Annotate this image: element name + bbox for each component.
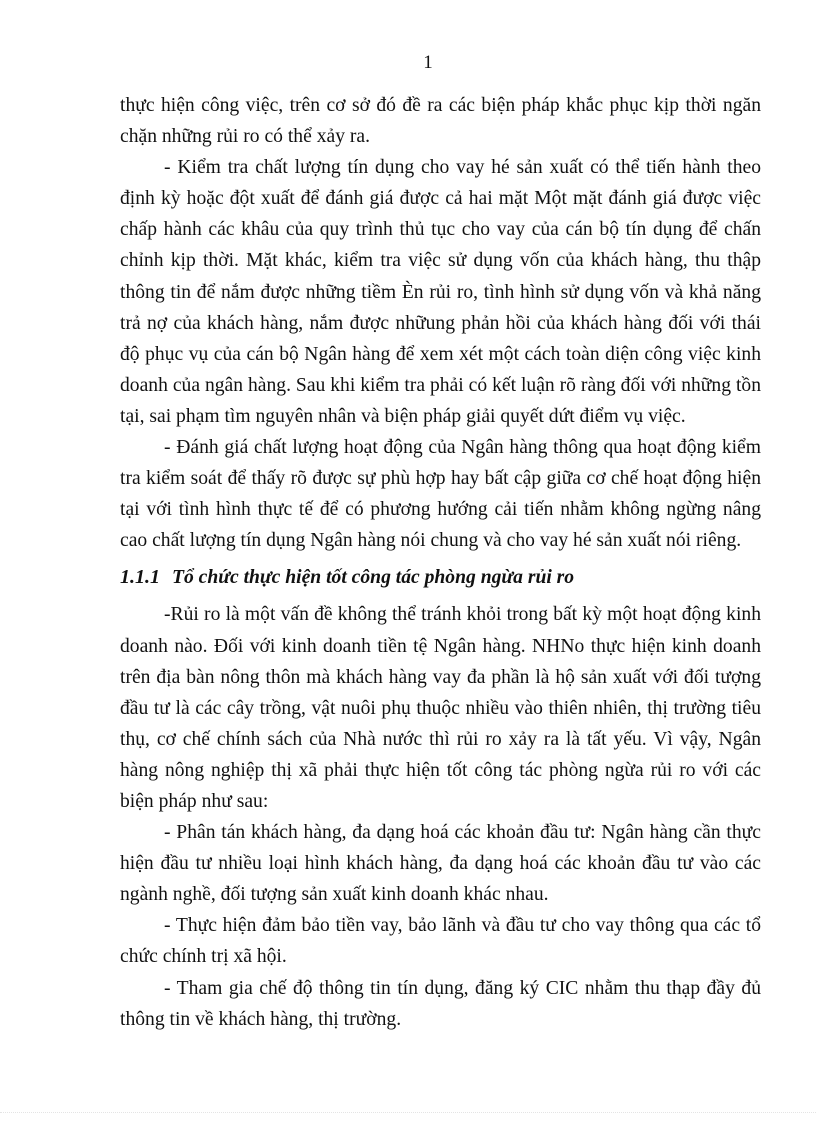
paragraph-risk-intro: -Rủi ro là một vấn đề không thể tránh khỏi trong bất kỳ một hoạt động kinh doanh nào. Đối với kinh doanh tiền tệ Ngân hàng. NHNo thực hiện kinh doanh trên địa bàn nông thôn mà khách hàng vay đa phần là hộ sản xuất với đối tượng đầu tư là các cây trồng, vật nuôi phụ thuộc nhiều vào thiên nhiên, thị trường tiêu thụ, cơ chế chính sách của Nhà nước thì rủi ro xảy ra là tất yếu. Vì vậy, Ngân hàng nông nghiệp thị xã phải thực hiện tốt công tác phòng ngừa rủi ro với các biện pháp như sau: xyxy=(120,604,761,812)
section-heading xyxy=(120,556,761,599)
paragraph-loan-guarantee: - Thực hiện đảm bảo tiền vay, bảo lãnh và đầu tư cho vay thông qua các tổ chức chính trị xã hội. xyxy=(120,915,761,968)
page-bottom-rule xyxy=(0,1112,816,1113)
section-number: 1.1.1 xyxy=(120,566,160,589)
body-text xyxy=(120,90,761,1035)
paragraph-credit-information: - Tham gia chế độ thông tin tín dụng, đăng ký CIC nhằm thu thạp đầy đủ thông tin về khách hàng, thị trường. xyxy=(120,977,761,1030)
paragraph-continuation: thực hiện công việc, trên cơ sở đó đề ra các biện pháp khắc phục kịp thời ngăn chặn những rủi ro có thể xảy ra. xyxy=(120,95,761,148)
paragraph-diversify-customers: - Phân tán khách hàng, đa dạng hoá các khoản đầu tư: Ngân hàng cần thực hiện đầu tư nhiều loại hình khách hàng, đa dạng hoá các khoản đầu tư vào các ngành nghề, đối tượng sản xuất kinh doanh khác nhau. xyxy=(120,822,761,906)
paragraph-quality-evaluation: - Đánh giá chất lượng hoạt động của Ngân hàng thông qua hoạt động kiểm tra kiểm soát để thấy rõ được sự phù hợp hay bất cập giữa cơ chế hoạt động hiện tại với tình hình thực tế để có phương hướng cải tiến nhằm không ngừng nâng cao chất lượng tín dụng Ngân hàng nói chung và cho vay hé sản xuất nói riêng. xyxy=(120,437,761,552)
section-title: Tổ chức thực hiện tốt công tác phòng ngừa rủi ro xyxy=(172,567,575,589)
paragraph-credit-inspection: - Kiểm tra chất lượng tín dụng cho vay hé sản xuất có thể tiến hành theo định kỳ hoặc đột xuất để đánh giá được cả hai mặt Một mặt đánh giá được việc chấp hành các khâu của quy trình thủ tục cho vay của cán bộ tín dụng để chấn chỉnh kịp thời. Mặt khác, kiểm tra việc sử dụng vốn của khách hàng, thu thập thông tin để nắm được những tiềm Èn rủi ro, tình hình sử dụng vốn và khả năng trả nợ của khách hàng, nắm được nhữung phản hồi của khách hàng đối với thái độ phục vụ của cán bộ Ngân hàng để xem xét một cách toàn diện công việc kinh doanh của ngân hàng. Sau khi kiểm tra phải có kết luận rõ ràng đối với những tồn tại, sai phạm tìm nguyên nhân và biện pháp giải quyết dứt điểm vụ việc. xyxy=(120,157,761,427)
page-number: 1 xyxy=(423,52,433,73)
